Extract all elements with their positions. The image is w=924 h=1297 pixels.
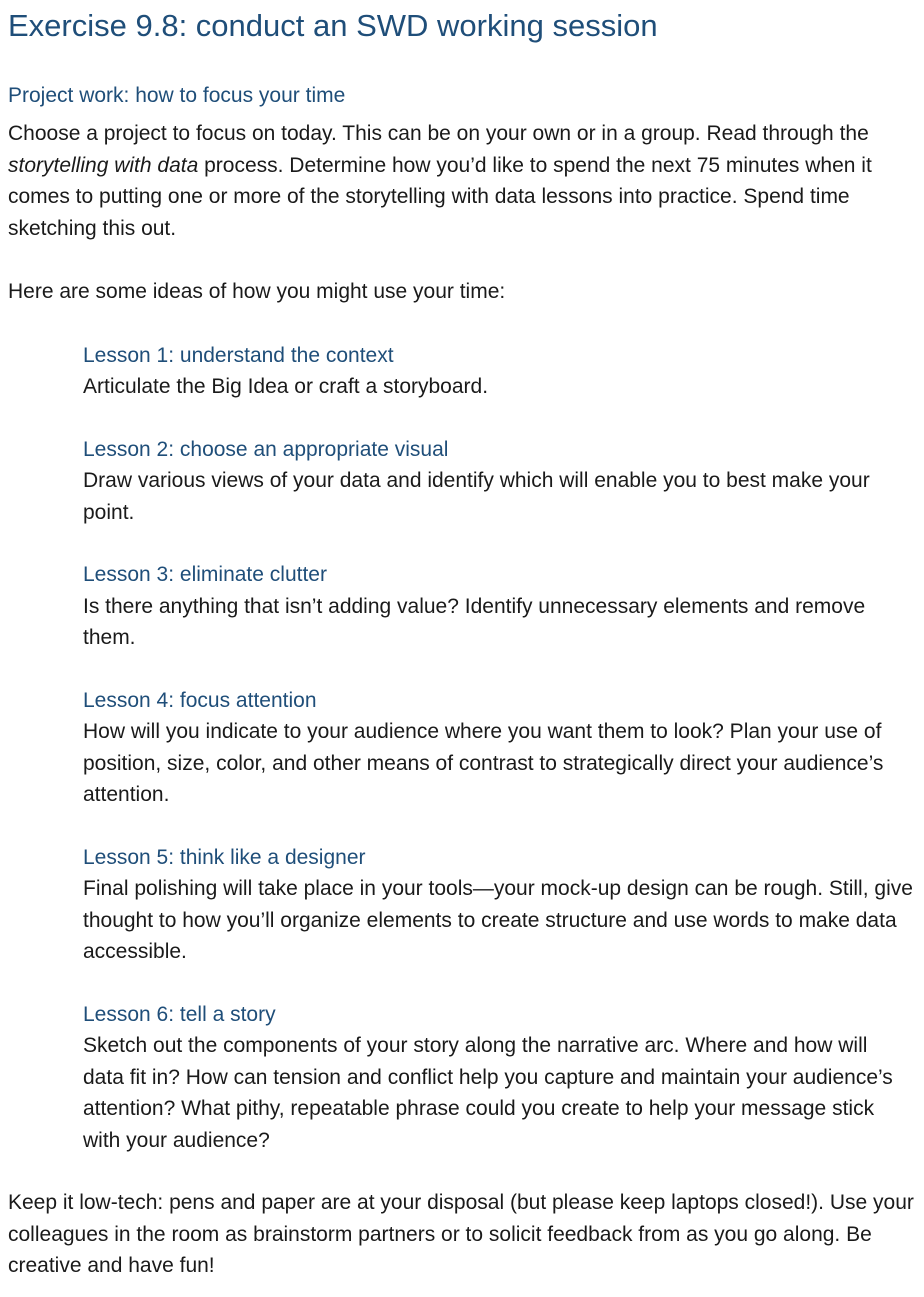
lesson-title: Lesson 5: think like a designer (83, 845, 366, 869)
lesson-title: Lesson 1: understand the context (83, 343, 394, 367)
lesson-title: Lesson 3: eliminate clutter (83, 563, 327, 586)
closing-paragraph: Keep it low-tech: pens and paper are at your disposal (but please keep laptops closed!). Use your colleagues in the room as brainstorm partners or to solicit feedback from as you go along. Be creative and have fun! (8, 1191, 914, 1277)
lesson-item (83, 340, 914, 403)
lesson-title: Lesson 4: focus attention (83, 688, 317, 712)
intro-emphasis: storytelling with data (8, 153, 199, 177)
lesson-item (83, 999, 914, 1157)
lesson-title: Lesson 6: tell a story (83, 1002, 276, 1026)
lesson-item (83, 559, 914, 654)
lesson-item (83, 842, 914, 968)
lesson-description: How will you indicate to your audience where you want them to look? Plan your use of position, size, color, and other means of contrast to strategically direct your audience’s attention. (83, 720, 884, 806)
lesson-description: Draw various views of your data and identify which will enable you to best make your point. (83, 469, 870, 524)
lesson-description: Is there anything that isn’t adding value? Identify unnecessary elements and remove them. (83, 594, 866, 649)
intro-text-end: process. Determine how you’d like to spend the next 75 minutes when it comes to putting one or more of the storytelling with data lessons into practice. Spend time sketching this out. (8, 153, 872, 240)
lesson-description: Articulate the Big Idea or craft a storyboard. (83, 375, 489, 398)
intro-text-start: Choose a project to focus on today. This can be on your own or in a group. Read through the (8, 122, 869, 145)
lesson-item (83, 685, 914, 811)
lesson-description: Sketch out the components of your story along the narrative arc. Where and how will data fit in? How can tension and conflict help you capture and maintain your audience’s attention? What pithy, repeatable phrase could you create to help your message stick with your audience? (83, 1034, 893, 1152)
intro-paragraph (8, 118, 914, 244)
page-title: Exercise 9.8: conduct an SWD working session (8, 8, 658, 43)
section-subheading: Project work: how to focus your time (8, 84, 346, 107)
lesson-item (83, 434, 914, 529)
ideas-lead: Here are some ideas of how you might use your time: (8, 280, 506, 303)
lesson-description: Final polishing will take place in your tools—your mock-up design can be rough. Still, give thought to how you’ll organize elements to create structure and use words to make data accessible. (83, 877, 913, 963)
lesson-list (83, 340, 914, 1157)
lesson-title: Lesson 2: choose an appropriate visual (83, 437, 449, 461)
